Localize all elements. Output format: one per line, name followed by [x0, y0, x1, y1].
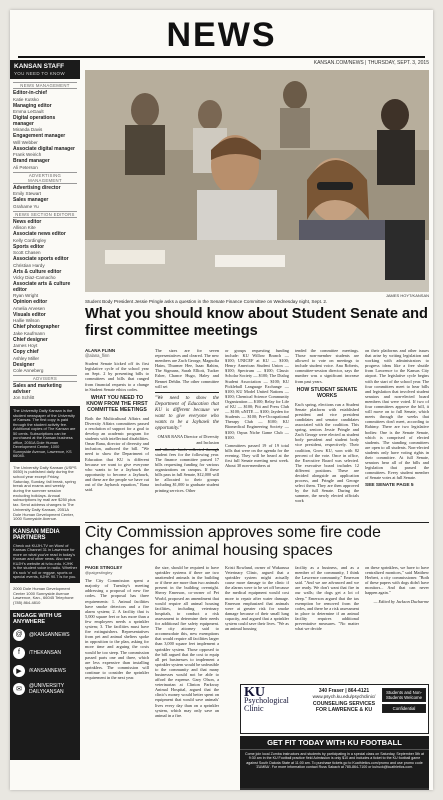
- staff-role: Brand manager: [13, 158, 50, 164]
- article1-text: on their platforms and other issues that arise by writing legislation and working with administrators to progress ideas like a free shuttle from Lawrence to the Kansas City airport. The legislative cycle begins with the start of the school year. The four committees meet to hear bills and legislation that involved student senators and non-elected board members that were voted. If two of four committees approve the bill, it will move on to full Senate, which meets through the weeks that committees don't meet, according to Rahimy. There are two legislative bodies: One is the Senate Senate, which is comprised of elected students. The standing committees are open to all students. Non-elected students only have voting rights in their committee. At full Senate, senators hear all of the bills and legislation that passed the committees. Every student member of Senate votes at full Senate.: [365, 348, 429, 481]
- staff-name: Katie Kutsko: [13, 96, 39, 102]
- main-content: [85, 60, 429, 790]
- staff-name: Jon Schlitt: [13, 395, 35, 400]
- staff-role: Chief photographer: [13, 324, 60, 330]
- staff-name: Will Webber: [13, 139, 38, 145]
- jump-link[interactable]: SEE SENATE PAGE 5: [365, 483, 414, 489]
- article2-text: on these sprinklers, we have to have centralized monitors," said Matthew Herbert, a city commissioner. "Both of these papers with dogs didn't have monitors... And that can never happen again.": [365, 565, 429, 596]
- staff-role: Visuals editor: [13, 311, 46, 318]
- section-label: ADVISERS: [13, 375, 77, 382]
- staff-name: Allison Kite: [13, 225, 36, 230]
- article1-column-4: [295, 348, 359, 520]
- staff-role: Digital operations manager: [13, 115, 56, 127]
- article1-text: The sizes are for seven representatives and cleared. The new members are Zach George, Magnolia Haim, Thurmer Hee, Isaac Rahim, The Sigmans, Sarah Elliott, Tucker Esber, Chance Hugo, Haley and Bennet Dehlin. The other committee will set: [155, 348, 219, 389]
- staff-entry: [13, 300, 77, 311]
- article2-column-1: [85, 565, 149, 790]
- staff-entry: [13, 186, 77, 197]
- article1-text: Each spring, elections run a Student Senate platform with established president and vice president candidates and senator candidates associated with the coalition. This spring, seniors Jessie Pringle and Zach George were elected as student body president and student body vice president, respectively. Their coalition, Grow KU, won with 82 percent of the vote. Once in office, the Executive Board was selected. The executive board includes 12 different positions. These are decided alongside an application process, and Pringle and George select them. They are then approved by the full Senate. During the summer, the newly elected officials work: [295, 401, 359, 504]
- staff-entry: [13, 325, 77, 336]
- staff-role: Associate arts & culture editor: [13, 281, 71, 293]
- staff-name: Christian Hardy: [13, 262, 45, 268]
- staff-role: Associate news editor: [13, 231, 66, 237]
- staff-name: Ashley Miller: [13, 355, 40, 361]
- zumba-ad-title: GET FIT TODAY WITH KU FOOTBALL: [240, 736, 429, 750]
- staff-role: Sports editor: [13, 243, 45, 250]
- social-handle: /KANSANNEWS: [29, 667, 66, 674]
- article1-text: tended the committee meetings. Those non-member students are allowed to vote on meetings to include student voice. Ana Roberts, committee-session director, says the number was a significant increase from past years.: [295, 348, 359, 384]
- section-label: ADVERTISING MANAGEMENT: [13, 172, 77, 184]
- staff-entry: [13, 159, 77, 170]
- staff-entry: [13, 338, 77, 349]
- staff-role: Sales manager: [13, 197, 49, 203]
- staff-role: Engagement manager: [13, 133, 66, 139]
- staff-entry: [13, 282, 77, 298]
- engage-title: ENGAGE WITH US ANYWHERE: [13, 612, 62, 625]
- article1-text: Both the Multicultural Affairs and Diversity Affairs committees passed a resolution of support for a goal to develop an academic program for students with intellectual disabilities. Omar Rana, director of diversity and inclusion, authored the bill. "We need to show the Department of Education that KU is different because we want to give everyone who wants to be a Jayhawk the opportunity to become a Jayhawk, and these are the people we have cut out of the Jayhawk equation," Rana said.: [85, 415, 149, 493]
- ku-clinic-badges: [382, 688, 426, 715]
- facebook-icon: f: [13, 647, 25, 659]
- staff-name: Miranda Davis: [13, 127, 43, 132]
- pull-quote-attribution: OMAR RANA Director of Diversity and Inclusion: [157, 433, 219, 445]
- article1-column-2: [155, 348, 219, 520]
- staff-role: Associate digital manager: [13, 145, 75, 152]
- photo-illustration: [85, 70, 429, 292]
- staff-entry: [13, 363, 77, 374]
- engage-box: [10, 610, 80, 760]
- ku-clinic-logo: KU Psychological Clinic: [244, 685, 289, 713]
- staff-entry: [13, 350, 77, 361]
- article1-column-5: [365, 348, 429, 520]
- masthead-rule: [18, 56, 425, 58]
- staff-role: Editor-in-chief: [13, 90, 47, 96]
- senate-photo: [85, 70, 429, 292]
- staff-entry: [13, 198, 77, 209]
- social-link[interactable]: [13, 647, 77, 659]
- social-handle: /THEKANSAN: [29, 649, 61, 656]
- article1-subhead: WHAT YOU NEED TO KNOW FROM THE FIRST COMMITTEE MEETINGS: [86, 394, 148, 413]
- social-handle: @UNIVERSITY DAILYKANSAN: [29, 682, 64, 695]
- staff-entry: [13, 313, 77, 324]
- staff-name: Ali Peterson: [13, 164, 38, 170]
- article-divider: [85, 522, 429, 523]
- staff-name: James Hoyt: [13, 343, 38, 348]
- article1-headline: What you should know about Student Senate and first committee meetings: [85, 306, 428, 339]
- staff-entry: [13, 245, 77, 256]
- staff-role: Sales and marketing adviser: [13, 383, 62, 395]
- staff-role: News editor: [13, 218, 42, 225]
- twitter-icon: @: [13, 629, 25, 641]
- staff-role: Advertising director: [13, 184, 61, 191]
- staff-name: Scott Chasen: [13, 250, 41, 255]
- partners-text: Check out KUJH-TV on Wow! of Kansas Channel 31 in Lawrence for more on what you've read in today's Kansan and other news. Also see KUJH's website at tv.ku.edu. KJHK is the student voice in radio. Whether it's rock 'n' roll or reggae, sports or special events, KJHK 90.7 is for you.: [13, 542, 78, 580]
- article2-column-2: [155, 565, 219, 790]
- article2-column-3: [225, 565, 289, 681]
- staff-name: Cole Anneberg: [13, 368, 44, 373]
- social-link[interactable]: [13, 629, 77, 641]
- partners-title: KANSAN MEDIA PARTNERS: [13, 528, 60, 542]
- publication-info: The University Daily Kansan (USPS 0650) is published daily during the school year except Friday, Saturday, Sunday, fall break, spring break and exams and weekly during the summer session excluding holidays. Annual subscriptions by mail are $250 plus tax. Send address changes to The University Daily Kansan, 2051A Dole Human Development Center, 1000 Sunnyside Avenue.: [13, 464, 77, 522]
- staff-name: Amelia Arvesen: [13, 305, 45, 311]
- article1-subhead: HOW STUDENT SENATE WORKS: [296, 386, 358, 399]
- staff-name: Hallie Wilson: [13, 318, 40, 323]
- article1-text: Committees passed 19 of 19 total bills that were on the agenda for the evening. They will be heard at the first full Senate meeting next week. About 30 non-members at: [225, 442, 289, 469]
- article2-byline: PAIGE STINGLEY: [85, 565, 123, 570]
- ku-clinic-url[interactable]: www.psych.ku.edu/psychclinic/: [312, 694, 376, 699]
- staff-role: Chief designer: [13, 336, 48, 343]
- staff-entry: [13, 91, 77, 102]
- staff-role: Managing editor: [13, 102, 52, 109]
- ku-clinic-contact: 340 Fraser | 864-4121 www.psych.ku.edu/psychclinic/ COUNSELING SERVICES FOR LAWRENCE & KU: [307, 688, 381, 713]
- article1-text: Student Senate kicked off its first legislative cycle of the school year on Sept. 2 by presenting bills to committees and bills that ranged from financial requests to a change in Student Senate ethics codes.: [85, 361, 149, 392]
- section-label: NEWS SECTION EDITORS: [13, 211, 77, 218]
- staff-entry: [13, 257, 77, 268]
- staff-entry: [13, 384, 77, 400]
- article1-column-1: [85, 348, 149, 520]
- article1-byline-handle: @alana_flinn: [85, 353, 110, 359]
- instagram-icon: ✉: [13, 683, 25, 695]
- staff-entry: [13, 270, 77, 281]
- editor-credit: — Edited by Jackson Ducharme: [373, 598, 429, 604]
- photo-caption: Student Body President Jessie Pringle asks a question in the Senate Finance Committee on Wednesday night, Sept. 2.: [85, 299, 328, 304]
- social-link[interactable]: [13, 683, 77, 695]
- zumba-ad-footer: [240, 788, 429, 790]
- article1-body: [85, 348, 429, 520]
- sidebar-header: KANSAN STAFF: [10, 60, 80, 71]
- staff-role: Arts & culture editor: [13, 268, 62, 275]
- staff-name: Ryan Wright: [13, 293, 39, 298]
- staff-name: Grahame Yu: [13, 203, 39, 209]
- staff-role: Copy chief: [13, 349, 39, 355]
- staff-name: Vicky Diaz-Camacho: [13, 275, 56, 280]
- masthead: [10, 10, 433, 60]
- staff-sidebar: [10, 60, 80, 790]
- ku-psych-clinic-ad[interactable]: [240, 684, 429, 734]
- staff-entry: [13, 116, 77, 132]
- article1-text: and allocate funds collected through student fees for the following year. The finance committee passed 17 bills requesting funding for various organizations on campus. If these bills pass in full Senate, $12,000 will be allocated to their groups including $1,000 to graduate student printing services. Other: [155, 446, 219, 493]
- staff-name: Emily Stewart: [13, 191, 42, 196]
- section-label: NEWS MANAGEMENT: [13, 82, 77, 89]
- students-welcome-badge: Students and Non-Students Welcome: [382, 688, 426, 702]
- staff-entry: [13, 104, 77, 115]
- newspaper-page: [10, 10, 433, 790]
- pull-quote: "We need to show the Department of Education that KU is different because we want to give everyone who wants to be a Jayhawk the opportunity." OMAR RANA Director of Diversity and Inclusion: [155, 392, 219, 450]
- article2-text: the size, should be required to have sprinkler systems if there are two unattended animals in the building or if there are more than two animals present in the building overnight. Sherry Emerson, co-owner of Pet World, proposed an amendment that would require all animal housing facilities, including veterinary hospitals, to conduct a risk assessment to determine their needs for additional fire safety equipment. The city attorney said to accommodate this, new exemptions that would require all facilities larger than 3,000 square feet implement a sprinkler system. Those opposed to the bill argued that the cost to equip all pet businesses to implement a sprinkler system would be unfeasible to the community and that many businesses would not be able to afford the expense. Gary Olson, a veterinarian at Clinton Parkway Animal Hospital, argued that the clinic's money would better spent on equipment that would save animals' lives every day than on a sprinkler system, which may only save an animal in a fire.: [155, 565, 219, 718]
- zumba-ad-body: Come join local Zumba instructors and students by participating in a special class on Saturday, September 5th at 9:30 am in the KU Football practice field Admission is only $10 and includes a ticket to the KU football game against South Dakota State at 11:00 am. To purchase tickets go to Kuathletics.com/promo and use promo code 'ZUMBA'. For more information contact Russ Sakach at 785-864-7100 or kuhuck@kuathletics.com.: [245, 752, 424, 769]
- staff-name: Emma LeGault: [13, 109, 44, 114]
- youtube-icon: ▶: [13, 665, 25, 677]
- article2-column-4: [295, 565, 359, 681]
- staff-entry: [13, 147, 77, 158]
- about-box: The University Daily Kansan is the student newspaper of the University of Kansas. The first copy is paid through the student activity fee. Additional copies of The Kansan are 50 cents. Subscriptions can be purchased at the Kansan business office, 2051A Dole Human Development Center, 1000 Sunnyside Avenue, Lawrence, KS 66045.: [10, 406, 80, 462]
- staff-name: Frank Weirich: [13, 152, 42, 157]
- dateline: KANSAN.COM/NEWS | THURSDAY, SEPT. 3, 2015: [313, 60, 429, 66]
- article2-headline: City Commission approves some fire code changes for animal housing spaces: [85, 524, 381, 559]
- office-address: 2000 Dole Human Development Center 1000 Sunnyside Avenue Lawrence, Kan., 66045 Telephone (785) 864-4810: [13, 585, 74, 606]
- staff-role: Opinion editor: [13, 299, 48, 305]
- social-link[interactable]: [13, 665, 77, 677]
- media-partners-box: [10, 526, 80, 583]
- article1-text: or groups requesting funding include: KU Willow Branch — $100; UNICEF at KU — $100; Henry American Student Union — $100; Spectrum — $100; Classic Scholar Society — $100; The Dialog Student Association — $100; KU Pickleball Language Exchange — $100; KU Model United Nations — $100; Chemical Science Community Organization — $100; Relay for Life of KU — $100; Pitt and Press Club — $100; uNITE — $100; Jayden for Students — $100; Pre-Occupational Therapy Club — $100; KU Biomedical Engineering Society — $100; Orpus Niche Game Club — $100.: [225, 348, 289, 440]
- article2-text: facility as a business, and as a member of the community, I think the Lawrence community," Emerson said. "And we are advanced and we are ready. We don't want that fire in our walls; the dogs get a lot of sleep." Emerson argued that the tax exemption be removed from the codes, and there be a risk assessment in place to determine if an animal facility requires additional preventative measures. "No matter what we decide: [295, 565, 359, 632]
- staff-role: Designer: [13, 361, 35, 368]
- staff-entry: [13, 232, 77, 243]
- ku-football-zumba-ad[interactable]: [240, 736, 429, 790]
- staff-entry: [13, 134, 77, 145]
- article2-text: The City Commission spent a majority of Tuesday's meeting addressing a proposal of new fire codes. The proposal has three requirements: 1. Animal facilities have smoke detectors and a fire alarm system; 2. A facility that is 5,000 square feet or has more than a few employees needs a sprinkler system; 3. The facilities must have fire extinguishers. Representatives from pet and animal shelters spoke in opposition to the plan, asking for more time and arguing the costs would be too steep. The commission passed parts one and three, which are less expensive than installing sprinklers. The commission will continue to consider the sprinkler requirement in the next year.: [85, 578, 149, 680]
- sidebar-subheader: YOU NEED TO KNOW: [10, 71, 80, 79]
- article2-body: [85, 565, 429, 790]
- staff-name: Jake Kaufmann: [13, 330, 45, 336]
- article1-column-3: [225, 348, 289, 520]
- staff-name: Kelly Cordingley: [13, 237, 47, 243]
- photo-credit: JAMES HOYT/KANSAN: [385, 293, 429, 298]
- confidential-badge: Confidential: [382, 704, 426, 713]
- article1-byline: ALANA FLINN: [85, 348, 116, 353]
- staff-role: Associate sports editor: [13, 256, 69, 262]
- article2-column-5: [365, 565, 429, 681]
- article2-text: Kristi Rowland, owner of Wakarusa Veterinary Clinic, argued that a sprinkler system might actually cause more damage to the clinic if the alarms were to be set off because the medical equipment would cost more to repair after water damage. Emerson emphasized that animals were at greater risk for smoke damage because of their small lung capacity, and argued that a sprinkler system could save their lives. "We as an animal housing: [225, 565, 289, 632]
- staff-entry: [13, 220, 77, 231]
- social-handle: @KANSANNEWS: [29, 631, 70, 638]
- section-title: NEWS: [166, 16, 277, 54]
- article2-byline-handle: @paigestingley: [85, 570, 113, 576]
